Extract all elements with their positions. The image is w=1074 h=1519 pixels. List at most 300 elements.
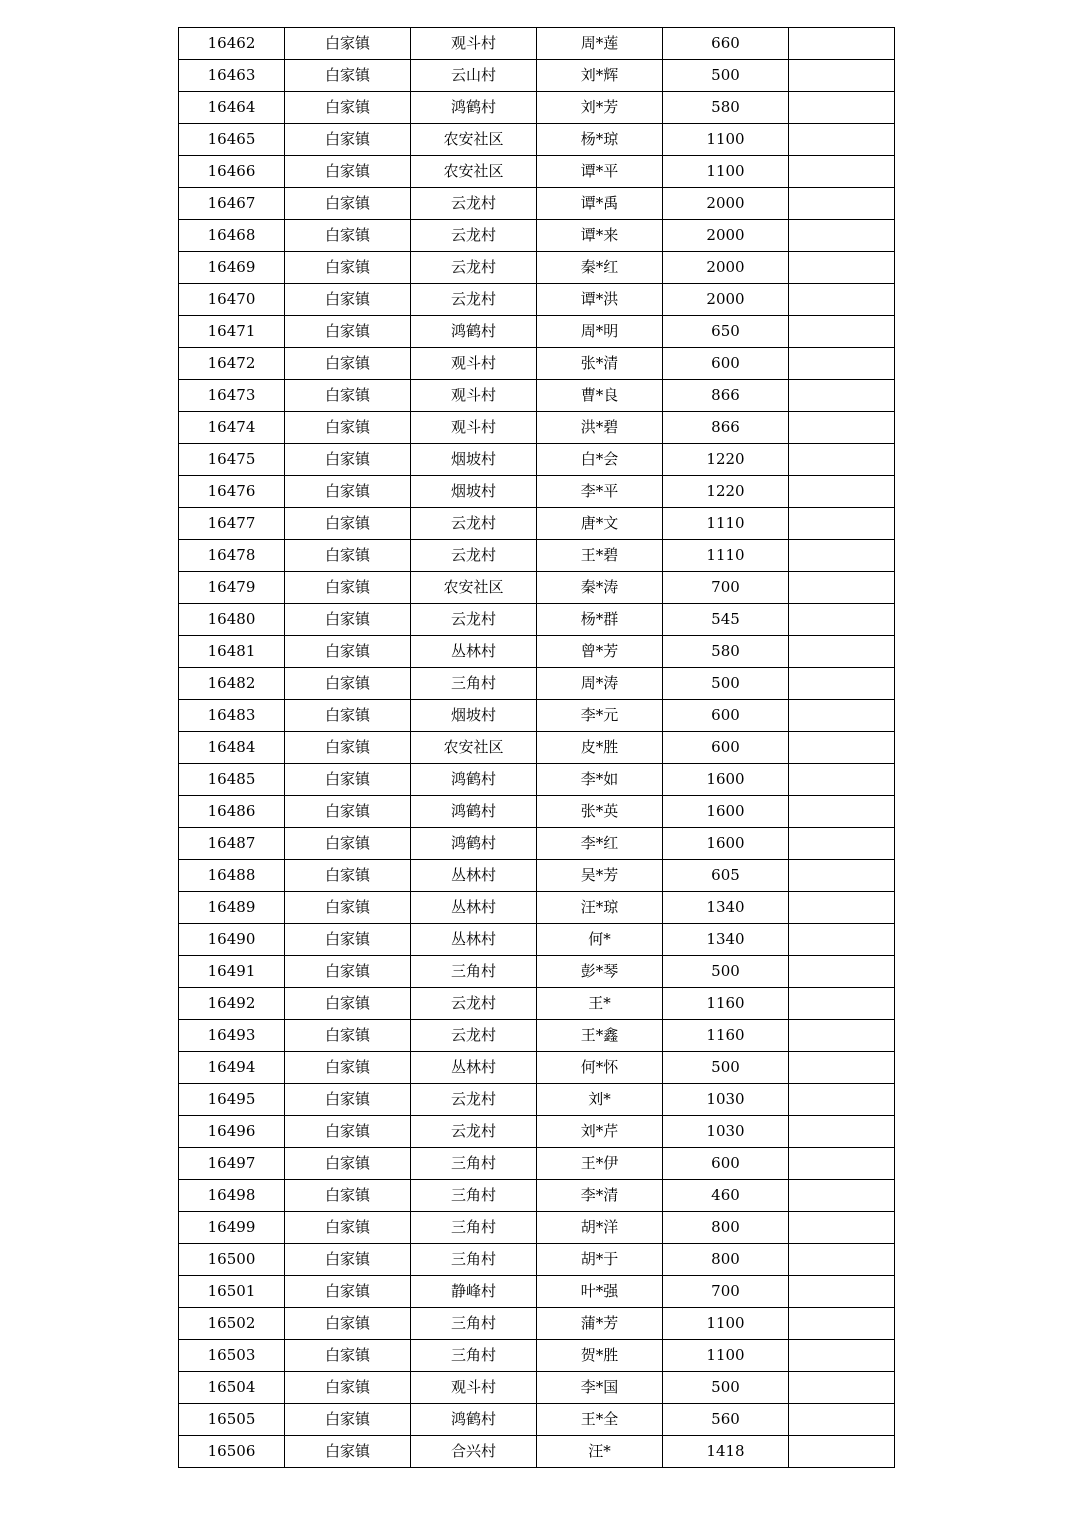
cell-id: 16479 xyxy=(179,572,285,604)
cell-amount: 1160 xyxy=(663,1020,789,1052)
cell-id: 16497 xyxy=(179,1148,285,1180)
cell-village: 观斗村 xyxy=(411,412,537,444)
table-row xyxy=(179,156,895,188)
cell-name: 李*国 xyxy=(537,1372,663,1404)
cell-town: 白家镇 xyxy=(285,604,411,636)
cell-name: 张*清 xyxy=(537,348,663,380)
cell-amount: 500 xyxy=(663,956,789,988)
cell-name: 李*如 xyxy=(537,764,663,796)
cell-id: 16492 xyxy=(179,988,285,1020)
cell-id: 16483 xyxy=(179,700,285,732)
cell-name: 秦*红 xyxy=(537,252,663,284)
cell-town: 白家镇 xyxy=(285,380,411,412)
cell-amount: 600 xyxy=(663,732,789,764)
cell-amount: 700 xyxy=(663,1276,789,1308)
cell-note xyxy=(789,1116,895,1148)
cell-village: 三角村 xyxy=(411,1212,537,1244)
cell-id: 16490 xyxy=(179,924,285,956)
cell-amount: 580 xyxy=(663,636,789,668)
cell-note xyxy=(789,28,895,60)
cell-id: 16506 xyxy=(179,1436,285,1468)
cell-id: 16504 xyxy=(179,1372,285,1404)
cell-name: 贺*胜 xyxy=(537,1340,663,1372)
cell-village: 云龙村 xyxy=(411,540,537,572)
table-row xyxy=(179,1116,895,1148)
cell-note xyxy=(789,732,895,764)
cell-name: 彭*琴 xyxy=(537,956,663,988)
cell-amount: 650 xyxy=(663,316,789,348)
cell-name: 王*鑫 xyxy=(537,1020,663,1052)
cell-amount: 1110 xyxy=(663,508,789,540)
cell-note xyxy=(789,92,895,124)
cell-amount: 1100 xyxy=(663,1340,789,1372)
cell-village: 农安社区 xyxy=(411,732,537,764)
cell-name: 杨*群 xyxy=(537,604,663,636)
cell-name: 李*平 xyxy=(537,476,663,508)
cell-note xyxy=(789,316,895,348)
cell-id: 16465 xyxy=(179,124,285,156)
cell-town: 白家镇 xyxy=(285,956,411,988)
cell-town: 白家镇 xyxy=(285,1148,411,1180)
cell-id: 16487 xyxy=(179,828,285,860)
table-row xyxy=(179,924,895,956)
table-row xyxy=(179,636,895,668)
cell-name: 唐*文 xyxy=(537,508,663,540)
cell-id: 16499 xyxy=(179,1212,285,1244)
cell-amount: 1100 xyxy=(663,156,789,188)
table-row xyxy=(179,92,895,124)
cell-village: 三角村 xyxy=(411,1180,537,1212)
table-row xyxy=(179,956,895,988)
cell-town: 白家镇 xyxy=(285,924,411,956)
cell-amount: 800 xyxy=(663,1244,789,1276)
cell-village: 烟坡村 xyxy=(411,700,537,732)
cell-village: 云龙村 xyxy=(411,188,537,220)
cell-note xyxy=(789,828,895,860)
table-row xyxy=(179,1372,895,1404)
cell-note xyxy=(789,764,895,796)
table-row xyxy=(179,1404,895,1436)
cell-name: 刘* xyxy=(537,1084,663,1116)
cell-town: 白家镇 xyxy=(285,700,411,732)
cell-village: 观斗村 xyxy=(411,348,537,380)
cell-village: 云龙村 xyxy=(411,252,537,284)
cell-amount: 1220 xyxy=(663,476,789,508)
cell-note xyxy=(789,892,895,924)
cell-amount: 866 xyxy=(663,380,789,412)
cell-amount: 1600 xyxy=(663,828,789,860)
cell-amount: 1220 xyxy=(663,444,789,476)
table-row xyxy=(179,1276,895,1308)
cell-town: 白家镇 xyxy=(285,540,411,572)
cell-name: 王*碧 xyxy=(537,540,663,572)
cell-id: 16503 xyxy=(179,1340,285,1372)
cell-id: 16478 xyxy=(179,540,285,572)
cell-village: 丛林村 xyxy=(411,860,537,892)
cell-id: 16498 xyxy=(179,1180,285,1212)
cell-name: 周*明 xyxy=(537,316,663,348)
table-row xyxy=(179,476,895,508)
cell-amount: 2000 xyxy=(663,188,789,220)
cell-note xyxy=(789,348,895,380)
cell-id: 16475 xyxy=(179,444,285,476)
cell-village: 农安社区 xyxy=(411,572,537,604)
cell-id: 16473 xyxy=(179,380,285,412)
cell-name: 杨*琼 xyxy=(537,124,663,156)
cell-amount: 600 xyxy=(663,700,789,732)
cell-amount: 600 xyxy=(663,348,789,380)
cell-id: 16493 xyxy=(179,1020,285,1052)
cell-town: 白家镇 xyxy=(285,476,411,508)
cell-name: 皮*胜 xyxy=(537,732,663,764)
cell-village: 鸿鹤村 xyxy=(411,764,537,796)
cell-village: 鸿鹤村 xyxy=(411,796,537,828)
table-row xyxy=(179,860,895,892)
cell-village: 三角村 xyxy=(411,1308,537,1340)
cell-name: 胡*于 xyxy=(537,1244,663,1276)
cell-town: 白家镇 xyxy=(285,1084,411,1116)
table-row xyxy=(179,1180,895,1212)
cell-note xyxy=(789,1308,895,1340)
cell-town: 白家镇 xyxy=(285,60,411,92)
cell-amount: 1418 xyxy=(663,1436,789,1468)
cell-town: 白家镇 xyxy=(285,732,411,764)
cell-village: 农安社区 xyxy=(411,124,537,156)
table-row xyxy=(179,188,895,220)
cell-amount: 605 xyxy=(663,860,789,892)
cell-town: 白家镇 xyxy=(285,92,411,124)
cell-village: 云山村 xyxy=(411,60,537,92)
cell-id: 16486 xyxy=(179,796,285,828)
cell-village: 三角村 xyxy=(411,1244,537,1276)
table-row xyxy=(179,540,895,572)
table-row xyxy=(179,572,895,604)
cell-name: 胡*洋 xyxy=(537,1212,663,1244)
cell-note xyxy=(789,1148,895,1180)
cell-name: 何*怀 xyxy=(537,1052,663,1084)
cell-town: 白家镇 xyxy=(285,764,411,796)
cell-amount: 800 xyxy=(663,1212,789,1244)
cell-town: 白家镇 xyxy=(285,636,411,668)
cell-village: 云龙村 xyxy=(411,1116,537,1148)
cell-amount: 2000 xyxy=(663,284,789,316)
cell-amount: 1340 xyxy=(663,892,789,924)
cell-note xyxy=(789,1084,895,1116)
table-row xyxy=(179,28,895,60)
cell-name: 谭*平 xyxy=(537,156,663,188)
table-row xyxy=(179,124,895,156)
cell-town: 白家镇 xyxy=(285,1116,411,1148)
cell-id: 16501 xyxy=(179,1276,285,1308)
table-row xyxy=(179,1212,895,1244)
cell-village: 云龙村 xyxy=(411,508,537,540)
cell-village: 鸿鹤村 xyxy=(411,828,537,860)
cell-note xyxy=(789,796,895,828)
cell-village: 烟坡村 xyxy=(411,444,537,476)
cell-town: 白家镇 xyxy=(285,1276,411,1308)
cell-id: 16471 xyxy=(179,316,285,348)
cell-note xyxy=(789,476,895,508)
cell-town: 白家镇 xyxy=(285,252,411,284)
cell-note xyxy=(789,1180,895,1212)
cell-note xyxy=(789,1052,895,1084)
cell-id: 16480 xyxy=(179,604,285,636)
cell-note xyxy=(789,412,895,444)
cell-village: 三角村 xyxy=(411,1340,537,1372)
table-row xyxy=(179,796,895,828)
cell-note xyxy=(789,924,895,956)
cell-town: 白家镇 xyxy=(285,1052,411,1084)
cell-village: 静峰村 xyxy=(411,1276,537,1308)
cell-amount: 1030 xyxy=(663,1116,789,1148)
cell-amount: 1100 xyxy=(663,1308,789,1340)
cell-town: 白家镇 xyxy=(285,348,411,380)
cell-id: 16494 xyxy=(179,1052,285,1084)
cell-note xyxy=(789,540,895,572)
cell-amount: 580 xyxy=(663,92,789,124)
cell-village: 鸿鹤村 xyxy=(411,92,537,124)
table-row xyxy=(179,1148,895,1180)
cell-id: 16500 xyxy=(179,1244,285,1276)
cell-note xyxy=(789,668,895,700)
cell-town: 白家镇 xyxy=(285,188,411,220)
cell-note xyxy=(789,444,895,476)
table-row xyxy=(179,732,895,764)
table-row xyxy=(179,892,895,924)
cell-town: 白家镇 xyxy=(285,988,411,1020)
cell-amount: 545 xyxy=(663,604,789,636)
cell-note xyxy=(789,1020,895,1052)
cell-amount: 1600 xyxy=(663,796,789,828)
cell-name: 谭*来 xyxy=(537,220,663,252)
cell-name: 蒲*芳 xyxy=(537,1308,663,1340)
table-row xyxy=(179,1052,895,1084)
cell-amount: 560 xyxy=(663,1404,789,1436)
cell-amount: 1600 xyxy=(663,764,789,796)
table-row xyxy=(179,284,895,316)
cell-town: 白家镇 xyxy=(285,156,411,188)
table-row xyxy=(179,1244,895,1276)
table-row xyxy=(179,508,895,540)
cell-amount: 1160 xyxy=(663,988,789,1020)
cell-note xyxy=(789,1244,895,1276)
cell-village: 观斗村 xyxy=(411,380,537,412)
cell-name: 刘*辉 xyxy=(537,60,663,92)
cell-note xyxy=(789,220,895,252)
cell-note xyxy=(789,1404,895,1436)
cell-name: 秦*涛 xyxy=(537,572,663,604)
cell-town: 白家镇 xyxy=(285,1436,411,1468)
cell-name: 洪*碧 xyxy=(537,412,663,444)
cell-name: 周*涛 xyxy=(537,668,663,700)
cell-note xyxy=(789,124,895,156)
cell-amount: 700 xyxy=(663,572,789,604)
table-row xyxy=(179,348,895,380)
cell-id: 16482 xyxy=(179,668,285,700)
cell-id: 16496 xyxy=(179,1116,285,1148)
cell-village: 云龙村 xyxy=(411,1020,537,1052)
cell-id: 16505 xyxy=(179,1404,285,1436)
cell-name: 谭*禹 xyxy=(537,188,663,220)
cell-town: 白家镇 xyxy=(285,892,411,924)
cell-id: 16466 xyxy=(179,156,285,188)
cell-town: 白家镇 xyxy=(285,508,411,540)
table-row xyxy=(179,1308,895,1340)
cell-village: 观斗村 xyxy=(411,1372,537,1404)
cell-name: 白*会 xyxy=(537,444,663,476)
cell-name: 叶*强 xyxy=(537,1276,663,1308)
cell-id: 16476 xyxy=(179,476,285,508)
cell-town: 白家镇 xyxy=(285,220,411,252)
cell-town: 白家镇 xyxy=(285,1340,411,1372)
table-body xyxy=(179,28,895,1468)
cell-village: 丛林村 xyxy=(411,924,537,956)
cell-village: 云龙村 xyxy=(411,988,537,1020)
cell-id: 16469 xyxy=(179,252,285,284)
cell-id: 16485 xyxy=(179,764,285,796)
cell-town: 白家镇 xyxy=(285,28,411,60)
cell-name: 王* xyxy=(537,988,663,1020)
cell-village: 丛林村 xyxy=(411,636,537,668)
cell-note xyxy=(789,604,895,636)
cell-amount: 866 xyxy=(663,412,789,444)
cell-village: 合兴村 xyxy=(411,1436,537,1468)
cell-id: 16474 xyxy=(179,412,285,444)
table-row xyxy=(179,1340,895,1372)
cell-village: 云龙村 xyxy=(411,284,537,316)
cell-name: 李*元 xyxy=(537,700,663,732)
table-row xyxy=(179,988,895,1020)
cell-name: 张*英 xyxy=(537,796,663,828)
cell-note xyxy=(789,636,895,668)
cell-note xyxy=(789,700,895,732)
cell-town: 白家镇 xyxy=(285,1180,411,1212)
table-row xyxy=(179,444,895,476)
cell-amount: 1340 xyxy=(663,924,789,956)
cell-village: 烟坡村 xyxy=(411,476,537,508)
cell-amount: 500 xyxy=(663,60,789,92)
table-row xyxy=(179,828,895,860)
cell-note xyxy=(789,1276,895,1308)
cell-village: 云龙村 xyxy=(411,220,537,252)
table-row xyxy=(179,668,895,700)
cell-id: 16467 xyxy=(179,188,285,220)
cell-town: 白家镇 xyxy=(285,1372,411,1404)
cell-name: 刘*芹 xyxy=(537,1116,663,1148)
cell-town: 白家镇 xyxy=(285,124,411,156)
cell-id: 16495 xyxy=(179,1084,285,1116)
cell-id: 16472 xyxy=(179,348,285,380)
table-row xyxy=(179,1020,895,1052)
cell-note xyxy=(789,380,895,412)
cell-village: 三角村 xyxy=(411,668,537,700)
cell-town: 白家镇 xyxy=(285,1212,411,1244)
cell-amount: 500 xyxy=(663,668,789,700)
cell-amount: 2000 xyxy=(663,252,789,284)
cell-name: 李*清 xyxy=(537,1180,663,1212)
cell-amount: 460 xyxy=(663,1180,789,1212)
cell-note xyxy=(789,252,895,284)
cell-id: 16502 xyxy=(179,1308,285,1340)
cell-amount: 1030 xyxy=(663,1084,789,1116)
cell-id: 16464 xyxy=(179,92,285,124)
table-row xyxy=(179,604,895,636)
cell-town: 白家镇 xyxy=(285,284,411,316)
table-row xyxy=(179,60,895,92)
cell-note xyxy=(789,956,895,988)
cell-name: 刘*芳 xyxy=(537,92,663,124)
cell-id: 16491 xyxy=(179,956,285,988)
cell-id: 16481 xyxy=(179,636,285,668)
table-row xyxy=(179,764,895,796)
cell-id: 16488 xyxy=(179,860,285,892)
cell-id: 16477 xyxy=(179,508,285,540)
table-row xyxy=(179,252,895,284)
cell-town: 白家镇 xyxy=(285,1020,411,1052)
cell-name: 李*红 xyxy=(537,828,663,860)
cell-name: 吴*芳 xyxy=(537,860,663,892)
cell-town: 白家镇 xyxy=(285,572,411,604)
cell-note xyxy=(789,188,895,220)
cell-id: 16484 xyxy=(179,732,285,764)
cell-amount: 1100 xyxy=(663,124,789,156)
cell-note xyxy=(789,284,895,316)
table-row xyxy=(179,1436,895,1468)
cell-id: 16462 xyxy=(179,28,285,60)
cell-village: 三角村 xyxy=(411,1148,537,1180)
cell-town: 白家镇 xyxy=(285,412,411,444)
cell-note xyxy=(789,156,895,188)
cell-note xyxy=(789,572,895,604)
cell-note xyxy=(789,988,895,1020)
cell-town: 白家镇 xyxy=(285,444,411,476)
cell-note xyxy=(789,60,895,92)
table-row xyxy=(179,700,895,732)
cell-village: 云龙村 xyxy=(411,1084,537,1116)
cell-name: 王*全 xyxy=(537,1404,663,1436)
cell-amount: 1110 xyxy=(663,540,789,572)
cell-name: 曾*芳 xyxy=(537,636,663,668)
cell-note xyxy=(789,508,895,540)
table-row xyxy=(179,220,895,252)
cell-town: 白家镇 xyxy=(285,1308,411,1340)
cell-village: 三角村 xyxy=(411,956,537,988)
cell-name: 汪*琼 xyxy=(537,892,663,924)
cell-name: 周*莲 xyxy=(537,28,663,60)
cell-name: 汪* xyxy=(537,1436,663,1468)
cell-note xyxy=(789,1372,895,1404)
cell-id: 16468 xyxy=(179,220,285,252)
cell-town: 白家镇 xyxy=(285,828,411,860)
cell-town: 白家镇 xyxy=(285,668,411,700)
cell-town: 白家镇 xyxy=(285,796,411,828)
cell-town: 白家镇 xyxy=(285,1244,411,1276)
table-row xyxy=(179,316,895,348)
table-row xyxy=(179,380,895,412)
cell-amount: 600 xyxy=(663,1148,789,1180)
cell-amount: 500 xyxy=(663,1052,789,1084)
cell-village: 丛林村 xyxy=(411,892,537,924)
cell-note xyxy=(789,1436,895,1468)
cell-village: 云龙村 xyxy=(411,604,537,636)
cell-name: 何* xyxy=(537,924,663,956)
cell-village: 鸿鹤村 xyxy=(411,316,537,348)
cell-town: 白家镇 xyxy=(285,316,411,348)
cell-village: 农安社区 xyxy=(411,156,537,188)
cell-town: 白家镇 xyxy=(285,1404,411,1436)
cell-id: 16463 xyxy=(179,60,285,92)
cell-name: 王*伊 xyxy=(537,1148,663,1180)
